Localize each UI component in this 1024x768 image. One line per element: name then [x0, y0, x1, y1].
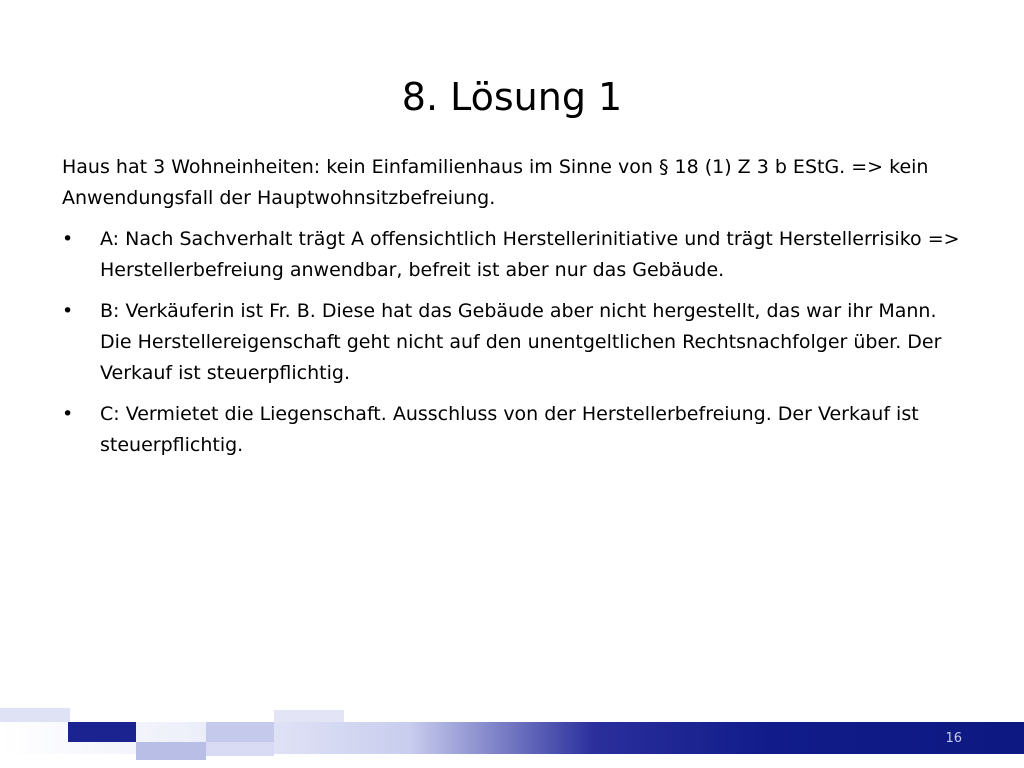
bullet-dot-icon: • — [62, 403, 74, 425]
footer-block-top-right — [274, 710, 344, 722]
footer-block-pale — [206, 742, 274, 756]
bullet-text-b: B: Verkäuferin ist Fr. B. Diese hat das Gebäude aber nicht hergestellt, das war ihr Mann. Die Herstellereigenschaft geht nicht auf den unentgeltlichen Rechtsnachfolger über. Der Verkauf ist steuerpflichtig. — [100, 300, 942, 384]
slide-title: 8. Lösung 1 — [401, 75, 623, 119]
footer-block-dark — [68, 722, 136, 742]
footer-block-light-top — [0, 708, 70, 722]
bullet-text-a: A: Nach Sachverhalt trägt A offensichtlich Herstellerinitiative und trägt Herstellerrisiko => Herstellerbefreiung anwendbar, befreit ist aber nur das Gebäude. — [100, 228, 960, 281]
footer-block-light-low — [136, 742, 206, 760]
footer-block-mid — [206, 722, 274, 742]
bullet-item-a — [62, 224, 972, 286]
slide-body — [62, 152, 972, 471]
bullet-dot-icon: • — [62, 228, 74, 250]
page-number: 16 — [945, 731, 962, 746]
bullet-dot-icon: • — [62, 300, 74, 322]
bullet-item-b — [62, 296, 972, 389]
intro-paragraph: Haus hat 3 Wohneinheiten: kein Einfamilienhaus im Sinne von § 18 (1) Z 3 b EStG. => kein Anwendungsfall der Hauptwohnsitzbefreiung. — [62, 156, 929, 209]
bullet-text-c: C: Vermietet die Liegenschaft. Ausschluss von der Herstellerbefreiung. Der Verkauf ist steuerpflichtig. — [100, 403, 919, 456]
bullet-item-c — [62, 399, 972, 461]
footer-decoration — [0, 708, 1024, 768]
